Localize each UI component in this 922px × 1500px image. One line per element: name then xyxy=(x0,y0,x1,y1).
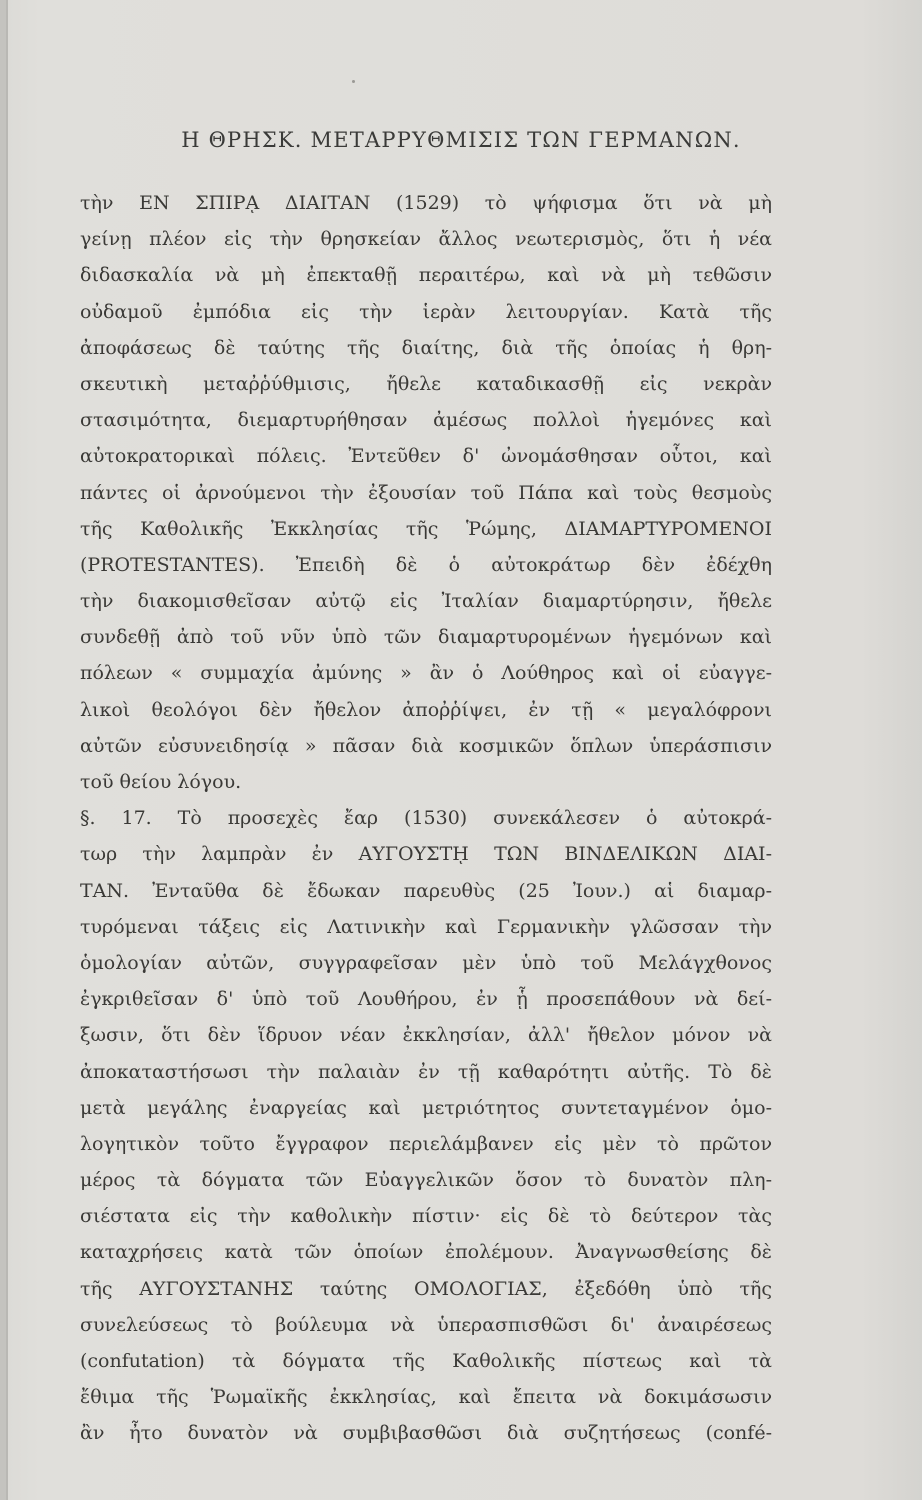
text-line: ἐγκριθεῖσαν δ' ὑπὸ τοῦ Λουθήρου, ἐν ᾗ προσεπάθουν νὰ δεί- xyxy=(80,988,772,1011)
text-line: καταχρήσεις κατὰ τῶν ὁποίων ἐπολέμουν. Ἀναγνωσθείσης δὲ xyxy=(80,1241,772,1264)
text-line: (confutation) τὰ δόγματα τῆς Καθολικῆς πίστεως καὶ τὰ xyxy=(80,1350,772,1372)
text-line: οὐδαμοῦ ἐμπόδια εἰς τὴν ἱερὰν λειτουργίαν. Κατὰ τῆς xyxy=(80,300,772,323)
text-line: λικοὶ θεολόγοι δὲν ἤθελον ἀποῤῥίψει, ἐν τῇ « μεγαλόφρονι xyxy=(80,698,772,721)
text-line: αὐτοκρατορικαὶ πόλεις. Ἐντεῦθεν δ' ὠνομάσθησαν οὗτοι, καὶ xyxy=(80,445,772,468)
text-line: στασιμότητα, διεμαρτυρήθησαν ἀμέσως πολλοὶ ἡγεμόνες καὶ xyxy=(80,409,772,432)
text-line: ὁμολογίαν αὐτῶν, συγγραφεῖσαν μὲν ὑπὸ τοῦ Μελάγχθονος xyxy=(80,951,772,974)
text-line: διδασκαλία νὰ μὴ ἐπεκταθῇ περαιτέρω, καὶ νὰ μὴ τεθῶσιν xyxy=(80,264,772,287)
text-line: τῆς ΑΥΓΟΥΣΤΑΝΗΣ ταύτης ΟΜΟΛΟΓΙΑΣ, ἐξεδόθη ὑπὸ τῆς xyxy=(80,1277,772,1300)
text-line: τὴν ΕΝ ΣΠΙΡᾼ ΔΙΑΙΤΑΝ (1529) τὸ ψήφισμα ὅτι νὰ μὴ xyxy=(80,192,772,214)
text-line: τυρόμεναι τάξεις εἰς Λατινικὴν καὶ Γερμανικὴν γλῶσσαν τὴν xyxy=(80,915,772,938)
text-line: τοῦ θείου λόγου. xyxy=(80,771,242,793)
running-head: Η ΘΡΗΣΚ. ΜΕΤΑΡΡΥΘΜΙΣΙΣ ΤΩΝ ΓΕΡΜΑΝΩΝ. xyxy=(181,128,741,152)
text-line: λογητικὸν τοῦτο ἔγγραφον περιελάμβανεν εἰς μὲν τὸ πρῶτον xyxy=(80,1132,772,1155)
text-line: τὴν διακομισθεῖσαν αὐτῷ εἰς Ἰταλίαν διαμαρτύρησιν, ἤθελε xyxy=(80,590,772,613)
text-line: τωρ τὴν λαμπρὰν ἐν ΑΥΓΟΥΣΤῌ ΤΩΝ ΒΙΝΔΕΛΙΚΩΝ ΔΙΑΙ- xyxy=(80,843,772,866)
text-line: τῆς Καθολικῆς Ἐκκλησίας τῆς Ῥώμης, ΔΙΑΜΑΡΤΥΡΟΜΕΝΟΙ xyxy=(80,517,772,540)
text-line: ΤΑΝ. Ἐνταῦθα δὲ ἔδωκαν παρευθὺς (25 Ἰουν.) αἱ διαμαρ- xyxy=(80,879,772,902)
text-line: ἀποκαταστήσωσι τὴν παλαιὰν ἐν τῇ καθαρότητι αὐτῆς. Τὸ δὲ xyxy=(80,1060,772,1083)
text-line: πάντες οἱ ἀρνούμενοι τὴν ἐξουσίαν τοῦ Πάπα καὶ τοὺς θεσμοὺς xyxy=(80,481,772,504)
text-line: πόλεων « συμμαχία ἀμύνης » ἂν ὁ Λούθηρος καὶ οἱ εὐαγγε- xyxy=(80,662,772,685)
text-line: συνδεθῇ ἀπὸ τοῦ νῦν ὑπὸ τῶν διαμαρτυρομένων ἡγεμόνων καὶ xyxy=(80,626,772,649)
text-line: μετὰ μεγάλης ἐναργείας καὶ μετριότητος συντεταγμένον ὁμο- xyxy=(80,1096,772,1119)
text-line: (PROTESTANTES). Ἐπειδὴ δὲ ὁ αὐτοκράτωρ δὲν ἐδέχθη xyxy=(80,553,772,576)
text-line: ἔθιμα τῆς Ῥωμαϊκῆς ἐκκλησίας, καὶ ἔπειτα νὰ δοκιμάσωσιν xyxy=(80,1386,772,1409)
text-line: §. 17. Τὸ προσεχὲς ἔαρ (1530) συνεκάλεσεν ὁ αὐτοκρά- xyxy=(80,807,772,830)
text-line: ξωσιν, ὅτι δὲν ἵδρυον νέαν ἐκκλησίαν, ἀλλ' ἤθελον μόνον νὰ xyxy=(80,1024,772,1047)
text-line: συνελεύσεως τὸ βούλευμα νὰ ὑπερασπισθῶσι δι' ἀναιρέσεως xyxy=(80,1313,772,1336)
page-edge xyxy=(6,0,8,1500)
text-line: μέρος τὰ δόγματα τῶν Εὐαγγελικῶν ὅσον τὸ δυνατὸν πλη- xyxy=(80,1169,772,1192)
body-text xyxy=(80,185,772,1452)
ink-speck xyxy=(352,80,355,83)
text-line: γείνῃ πλέον εἰς τὴν θρησκείαν ἄλλος νεωτερισμὸς, ὅτι ἡ νέα xyxy=(80,228,772,251)
text-line: ἀποφάσεως δὲ ταύτης τῆς διαίτης, διὰ τῆς ὁποίας ἡ θρη- xyxy=(80,336,772,359)
text-line: ἂν ἦτο δυνατὸν νὰ συμβιβασθῶσι διὰ συζητήσεως (confé- xyxy=(80,1422,772,1445)
text-line: αὐτῶν εὐσυνειδησίᾳ » πᾶσαν διὰ κοσμικῶν ὅπλων ὑπεράσπισιν xyxy=(80,734,772,757)
text-line: σιέστατα εἰς τὴν καθολικὴν πίστιν· εἰς δὲ τὸ δεύτερον τὰς xyxy=(80,1205,772,1228)
text-line: σκευτικὴ μεταῤῥύθμισις, ἤθελε καταδικασθῇ εἰς νεκρὰν xyxy=(80,372,772,395)
